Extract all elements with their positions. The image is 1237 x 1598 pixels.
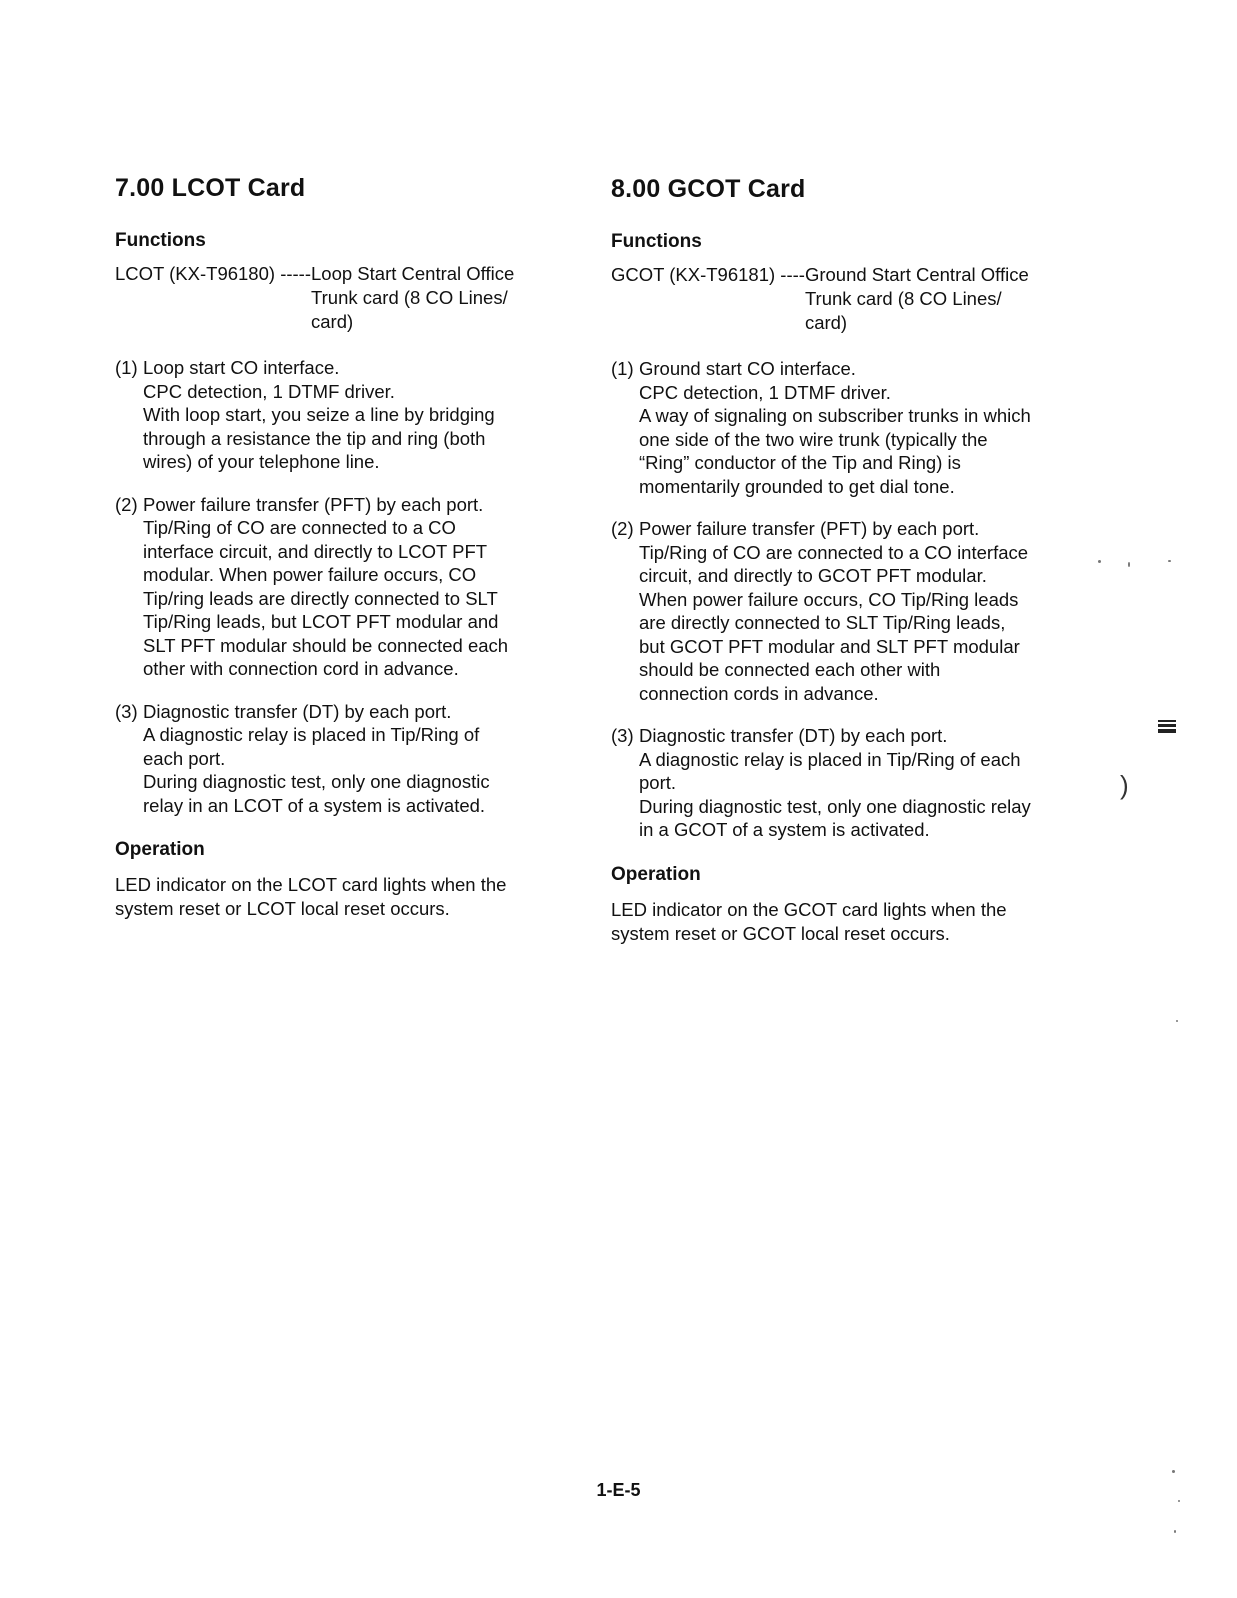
model-code: LCOT (KX-T96180) ----- (115, 263, 311, 284)
item-number: (1) (115, 357, 138, 378)
lcot-section (115, 174, 585, 921)
section-title: 7.00 LCOT Card (115, 174, 306, 202)
scan-speck (1176, 1020, 1178, 1022)
item-heading: Diagnostic transfer (DT) by each port. (639, 725, 948, 746)
operation-text: LED indicator on the LCOT card lights when the system reset or LCOT local reset occurs. (115, 874, 507, 919)
list-item (611, 724, 1081, 842)
function-description (115, 262, 585, 334)
scan-speck (1128, 562, 1130, 567)
model-description: Ground Start Central Office Trunk card (8 CO Lines/ card) (804, 264, 1029, 333)
list-item (611, 357, 1081, 498)
list-item (611, 517, 1081, 705)
scan-artifact-paren: ) (1120, 770, 1129, 800)
item-heading: Power failure transfer (PFT) by each port. (639, 518, 980, 539)
item-heading: Power failure transfer (PFT) by each port. (143, 493, 484, 515)
scan-artifact-smudge (1158, 720, 1176, 734)
item-text: Tip/Ring of CO are connected to a CO interface circuit, and directly to GCOT PFT modular. When power failure occurs, CO Tip/Ring leads are directly connected to SLT Tip/Ring leads, but GCOT PFT modular and SLT PFT modular should be connected each other with connection cords in advance. (639, 541, 1029, 704)
scan-speck (1174, 1530, 1176, 1533)
item-number: (2) (115, 493, 138, 515)
item-heading: Ground start CO interface. (639, 358, 856, 379)
item-heading: Diagnostic transfer (DT) by each port. (143, 700, 452, 722)
model-code: GCOT (KX-T96181) ---- (611, 264, 805, 285)
item-number: (2) (611, 518, 634, 539)
functions-heading: Functions (115, 230, 206, 251)
scan-speck (1098, 560, 1101, 563)
operation-heading: Operation (611, 863, 701, 885)
functions-heading: Functions (611, 231, 702, 252)
list-item (115, 356, 585, 474)
item-text: A diagnostic relay is placed in Tip/Ring of each port. During diagnostic test, only one diagnostic relay in a GCOT of a system is activated. (639, 748, 1031, 840)
operation-heading: Operation (115, 839, 205, 860)
function-description (611, 263, 1081, 335)
item-text: CPC detection, 1 DTMF driver. A way of signaling on subscriber trunks in which one side of the two wire trunk (typically the “Ring” conductor of the Tip and Ring) is momentarily grounded to get dial tone. (639, 381, 1031, 497)
scan-speck (1168, 560, 1171, 562)
list-item (115, 700, 585, 818)
item-number: (3) (611, 725, 634, 746)
page-number: 1-E-5 (596, 1480, 641, 1500)
list-item (115, 493, 585, 681)
item-text: A diagnostic relay is placed in Tip/Ring of each port. During diagnostic test, only one diagnostic relay in an LCOT of a system is activated. (143, 724, 490, 816)
item-number: (1) (611, 358, 634, 379)
item-heading: Loop start CO interface. (143, 357, 340, 378)
model-description: Loop Start Central Office Trunk card (8 CO Lines/ card) (311, 263, 515, 332)
scan-speck (1172, 1470, 1175, 1473)
item-number: (3) (115, 700, 138, 722)
section-title: 8.00 GCOT Card (611, 175, 806, 203)
item-text: Tip/Ring of CO are connected to a CO interface circuit, and directly to LCOT PFT modular. When power failure occurs, CO Tip/ring leads are directly connected to SLT Tip/Ring leads, but LCOT PFT modular and SLT PFT modular should be connected each other with connection cord in advance. (143, 517, 509, 679)
item-text: CPC detection, 1 DTMF driver. With loop start, you seize a line by bridging through a resistance the tip and ring (both wires) of your telephone line. (143, 380, 495, 472)
gcot-section (611, 174, 1081, 946)
operation-text: LED indicator on the GCOT card lights when the system reset or GCOT local reset occurs. (611, 898, 1007, 944)
